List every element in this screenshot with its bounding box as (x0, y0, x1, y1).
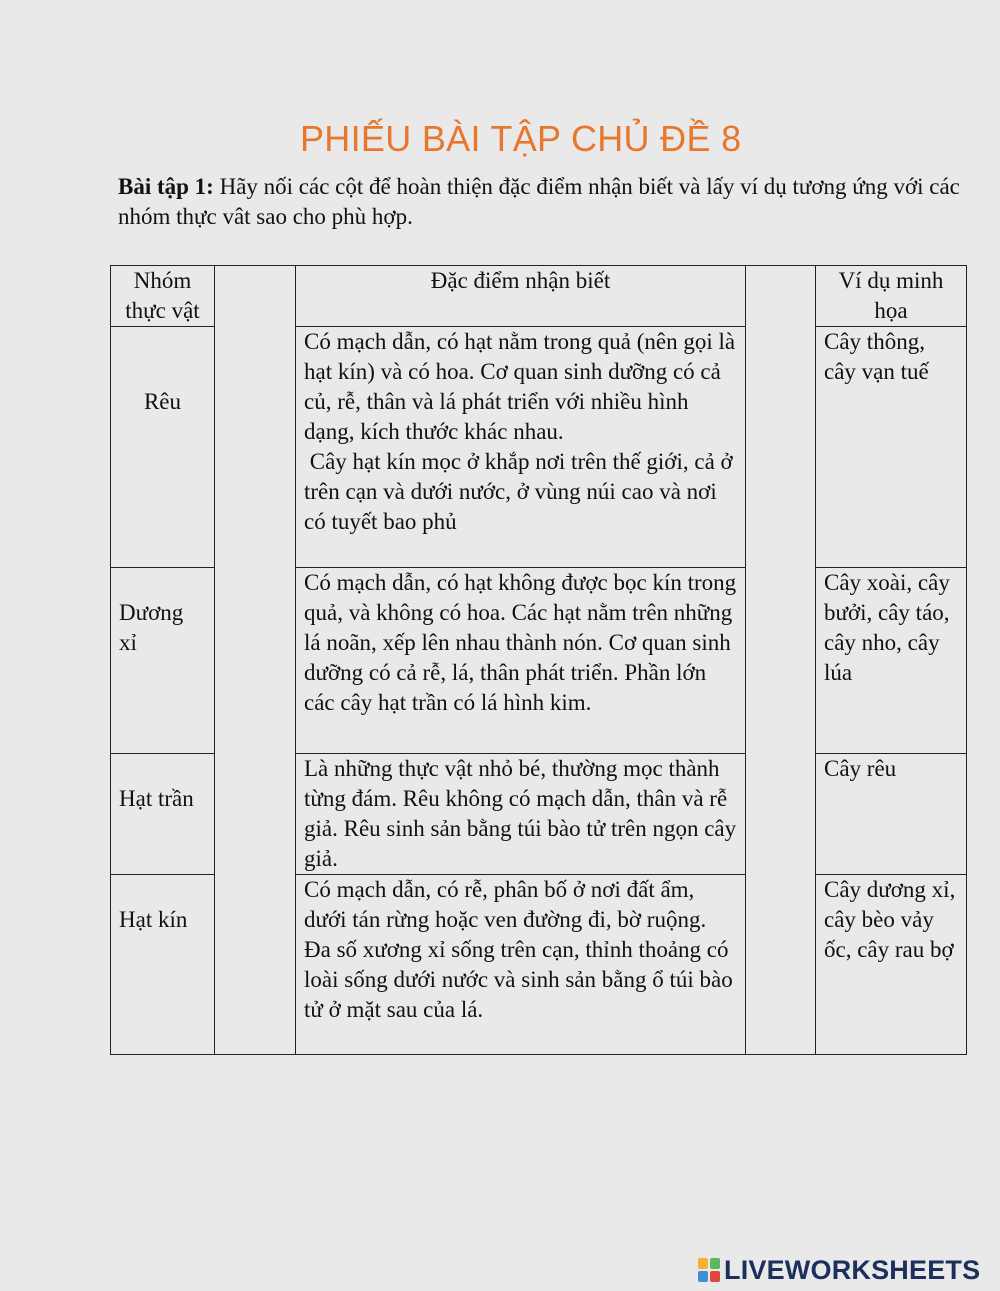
example-3[interactable]: Cây rêu (816, 754, 967, 875)
group-duong-xi[interactable]: Dương xỉ (111, 568, 215, 754)
logo-square-3 (698, 1271, 708, 1282)
example-4[interactable]: Cây dương xỉ, cây bèo vảy ốc, cây rau bợ (816, 875, 967, 1055)
matching-table (110, 265, 967, 1055)
feature-2[interactable]: Có mạch dẫn, có hạt không được bọc kín trong quả, và không có hoa. Các hạt nằm trên những lá noãn, xếp lên nhau thành nón. Cơ quan sinh dưỡng có cả rễ, lá, thân phát triển. Phần lớn các cây hạt trần có lá hình kim. (296, 568, 746, 754)
feature-3[interactable]: Là những thực vật nhỏ bé, thường mọc thành từng đám. Rêu không có mạch dẫn, thân và rễ giả. Rêu sinh sản bằng túi bào tử trên ngọn cây giả. (296, 754, 746, 875)
header-group: Nhóm thực vật (111, 266, 215, 327)
exercise-instructions (118, 172, 968, 232)
feature-4[interactable]: Có mạch dẫn, có rễ, phân bố ở nơi đất ẩm, dưới tán rừng hoặc ven đường đi, bờ ruộng. Đa số xương xỉ sống trên cạn, thỉnh thoảng có loài sống dưới nước và sinh sản bằng ổ túi bào tử ở mặt sau của lá. (296, 875, 746, 1055)
feature-1-part-1: Có mạch dẫn, có hạt nằm trong quả (nên gọi là hạt kín) và có hoa. Cơ quan sinh dưỡng có cả củ, rễ, thân và lá phát triển với nhiều hình dạng, kích thước khác nhau. (304, 329, 736, 444)
header-examples: Ví dụ minh họa (816, 266, 967, 327)
logo-square-2 (710, 1258, 720, 1269)
exercise-label: Bài tập 1: (118, 174, 214, 199)
logo-square-4 (710, 1271, 720, 1282)
liveworksheets-brand: LIVEWORKSHEETS (724, 1254, 981, 1285)
matching-gap-left[interactable] (215, 266, 296, 1055)
feature-1-part-2: Cây hạt kín mọc ở khắp nơi trên thế giới, cả ở trên cạn và dưới nước, ở vùng núi cao và nơi có tuyết bao phủ (304, 449, 739, 534)
liveworksheets-logo-icon (698, 1258, 720, 1282)
example-1[interactable]: Cây thông, cây vạn tuế (816, 327, 967, 568)
liveworksheets-logo[interactable] (698, 1256, 980, 1284)
group-hat-kin[interactable]: Hạt kín (111, 875, 215, 1055)
table-header-row (111, 266, 967, 327)
matching-gap-right[interactable] (746, 266, 816, 1055)
exercise-text: Hãy nối các cột để hoàn thiện đặc điểm nhận biết và lấy ví dụ tương ứng với các nhóm thực vât sao cho phù hợp. (118, 174, 960, 229)
example-2[interactable]: Cây xoài, cây bưởi, cây táo, cây nho, cây lúa (816, 568, 967, 754)
group-reu[interactable]: Rêu (111, 327, 215, 568)
feature-1[interactable] (296, 327, 746, 568)
group-hat-tran[interactable]: Hạt trần (111, 754, 215, 875)
page-title: PHIẾU BÀI TẬP CHỦ ĐỀ 8 (300, 118, 742, 159)
logo-square-1 (698, 1258, 708, 1269)
header-features: Đặc điểm nhận biết (296, 266, 746, 327)
